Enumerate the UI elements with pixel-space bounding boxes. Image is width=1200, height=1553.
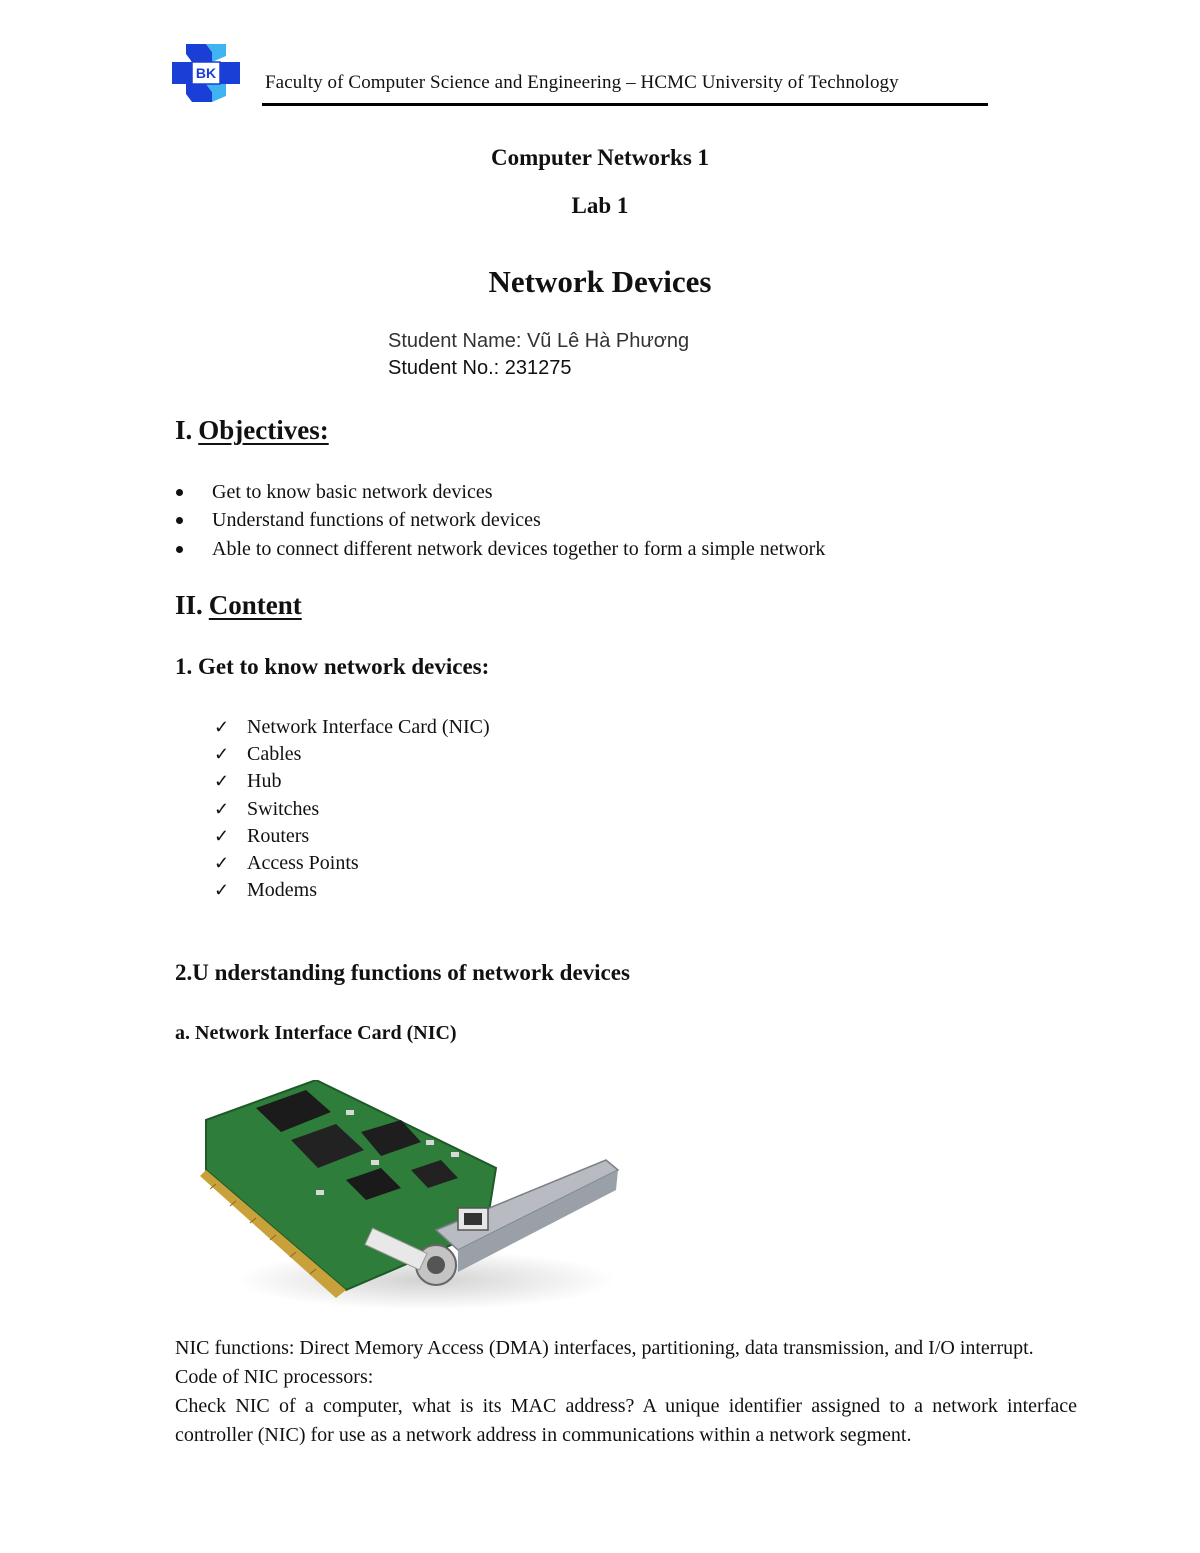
list-item xyxy=(214,823,490,850)
bullet-icon xyxy=(176,517,183,524)
student-number: Student No.: 231275 xyxy=(388,357,572,379)
university-logo xyxy=(170,40,242,106)
device-name: Cables xyxy=(247,743,302,766)
lab-number: Lab 1 xyxy=(571,193,629,218)
device-name: Switches xyxy=(247,797,320,820)
content-title: Content xyxy=(208,590,302,620)
bullet-icon xyxy=(176,546,183,553)
list-item xyxy=(175,507,825,536)
objective-text: Able to connect different network devices together to form a simple network xyxy=(212,537,826,560)
list-item xyxy=(214,796,490,823)
device-name: Network Interface Card (NIC) xyxy=(247,716,490,739)
list-item xyxy=(214,850,490,877)
list-item xyxy=(175,535,825,564)
faculty-header: Faculty of Computer Science and Engineering – HCMC University of Technology xyxy=(265,72,899,93)
objective-text: Understand functions of network devices xyxy=(212,509,541,532)
checkmark-icon: ✓ xyxy=(214,771,230,792)
nic-functions-paragraph: NIC functions: Direct Memory Access (DMA) interfaces, partitioning, data transmission, and I/O interrupt. xyxy=(175,1337,1034,1359)
checkmark-icon: ✓ xyxy=(214,853,230,874)
checkmark-icon: ✓ xyxy=(214,880,230,901)
document-title: Network Devices xyxy=(488,264,712,299)
mac-address-paragraph: Check NIC of a computer, what is its MAC address? A unique identifier assigned to a network interface controller (NIC) for use as a network address in communications within a network segment. xyxy=(175,1395,1077,1446)
list-item xyxy=(214,741,490,768)
list-item xyxy=(214,768,490,795)
list-item xyxy=(175,478,825,507)
device-checklist xyxy=(214,714,490,904)
objective-text: Get to know basic network devices xyxy=(212,480,493,503)
bullet-icon xyxy=(176,489,183,496)
checkmark-icon: ✓ xyxy=(214,798,230,819)
checkmark-icon: ✓ xyxy=(214,825,230,846)
content-heading xyxy=(175,590,302,621)
list-item xyxy=(214,877,490,904)
device-name: Modems xyxy=(247,879,317,902)
course-title: Computer Networks 1 xyxy=(490,145,710,170)
device-name: Hub xyxy=(247,770,282,793)
student-name: Student Name: Vũ Lê Hà Phương xyxy=(388,330,690,352)
section-2-heading: 2.U nderstanding functions of network devices xyxy=(175,960,630,985)
nic-description xyxy=(175,1334,1077,1450)
subsection-a-heading: a. Network Interface Card (NIC) xyxy=(175,1022,457,1044)
header-divider xyxy=(262,103,988,106)
nic-card-image xyxy=(196,1080,620,1328)
device-name: Routers xyxy=(247,824,310,847)
nic-processor-code-paragraph: Code of NIC processors: xyxy=(175,1366,374,1388)
list-item xyxy=(214,714,490,741)
logo-text: BK xyxy=(195,65,217,81)
objectives-list xyxy=(175,478,825,564)
objectives-heading xyxy=(175,415,329,446)
objectives-number: I. xyxy=(175,415,193,445)
checkmark-icon: ✓ xyxy=(214,717,230,738)
content-number: II. xyxy=(175,590,203,620)
device-name: Access Points xyxy=(247,852,359,875)
section-1-heading: 1. Get to know network devices: xyxy=(175,654,490,679)
checkmark-icon: ✓ xyxy=(214,744,230,765)
objectives-title: Objectives: xyxy=(198,415,329,445)
